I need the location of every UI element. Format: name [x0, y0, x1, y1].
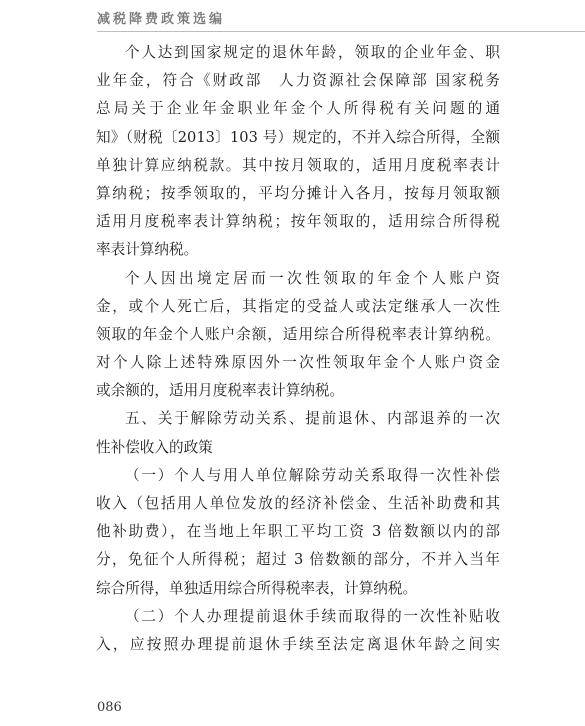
text-line: 总局关于企业年金职业年金个人所得税有关问题的通: [96, 100, 500, 118]
section-heading-line: 性补偿收入的政策: [96, 438, 213, 456]
text-line: 个人达到国家规定的退休年龄，领取的企业年金、职: [125, 44, 500, 61]
text-line: 适用月度税率表计算纳税；按年领取的，适用综合所得税: [96, 213, 500, 231]
section-heading-line: 五、关于解除劳动关系、提前退休、内部退养的一次: [125, 410, 500, 428]
body-text: [96, 39, 500, 659]
text-line: 综合所得，单独适用综合所得税率表，计算纳税。: [96, 579, 418, 597]
text-line: 分，免征个人所得税；超过 3 倍数额的部分，不并入当年: [96, 551, 500, 569]
text-line: 单独计算应纳税款。其中按月领取的，适用月度税率表计: [96, 156, 500, 174]
text-line: 业年金，符合《财政部 人力资源社会保障部 国家税务: [96, 72, 500, 90]
text-line: 知》（财税〔2013〕103 号）规定的，不并入综合所得，全额: [96, 128, 500, 146]
text-line: 金，或个人死亡后，其指定的受益人或法定继承人一次性: [96, 297, 500, 315]
text-line: 率表计算纳税。: [96, 241, 199, 259]
text-line: 个人因出境定居而一次性领取的年金个人账户资: [125, 269, 500, 287]
running-header-title: 减税降费政策选编: [97, 12, 226, 27]
text-line: 领取的年金个人账户余额，适用综合所得税率表计算纳税。: [96, 325, 500, 343]
text-line: 或余额的，适用月度税率表计算纳税。: [96, 382, 345, 400]
page-number: 086: [97, 700, 122, 715]
text-line: 他补助费），在当地上年职工平均工资 3 倍数额以内的部: [96, 523, 500, 541]
text-line: 对个人除上述特殊原因外一次性领取年金个人账户资金: [96, 354, 500, 372]
text-line: 入，应按照办理提前退休手续至法定离退休年龄之间实: [96, 635, 500, 653]
text-line: 收入（包括用人单位发放的经济补偿金、生活补助费和其: [96, 495, 500, 512]
text-line: （一）个人与用人单位解除劳动关系取得一次性补偿: [125, 466, 500, 484]
text-line: （二）个人办理提前退休手续而取得的一次性补贴收: [125, 607, 500, 625]
text-line: 算纳税；按季领取的，平均分摊计入各月，按每月领取额: [96, 184, 500, 202]
header-divider: [97, 31, 585, 32]
